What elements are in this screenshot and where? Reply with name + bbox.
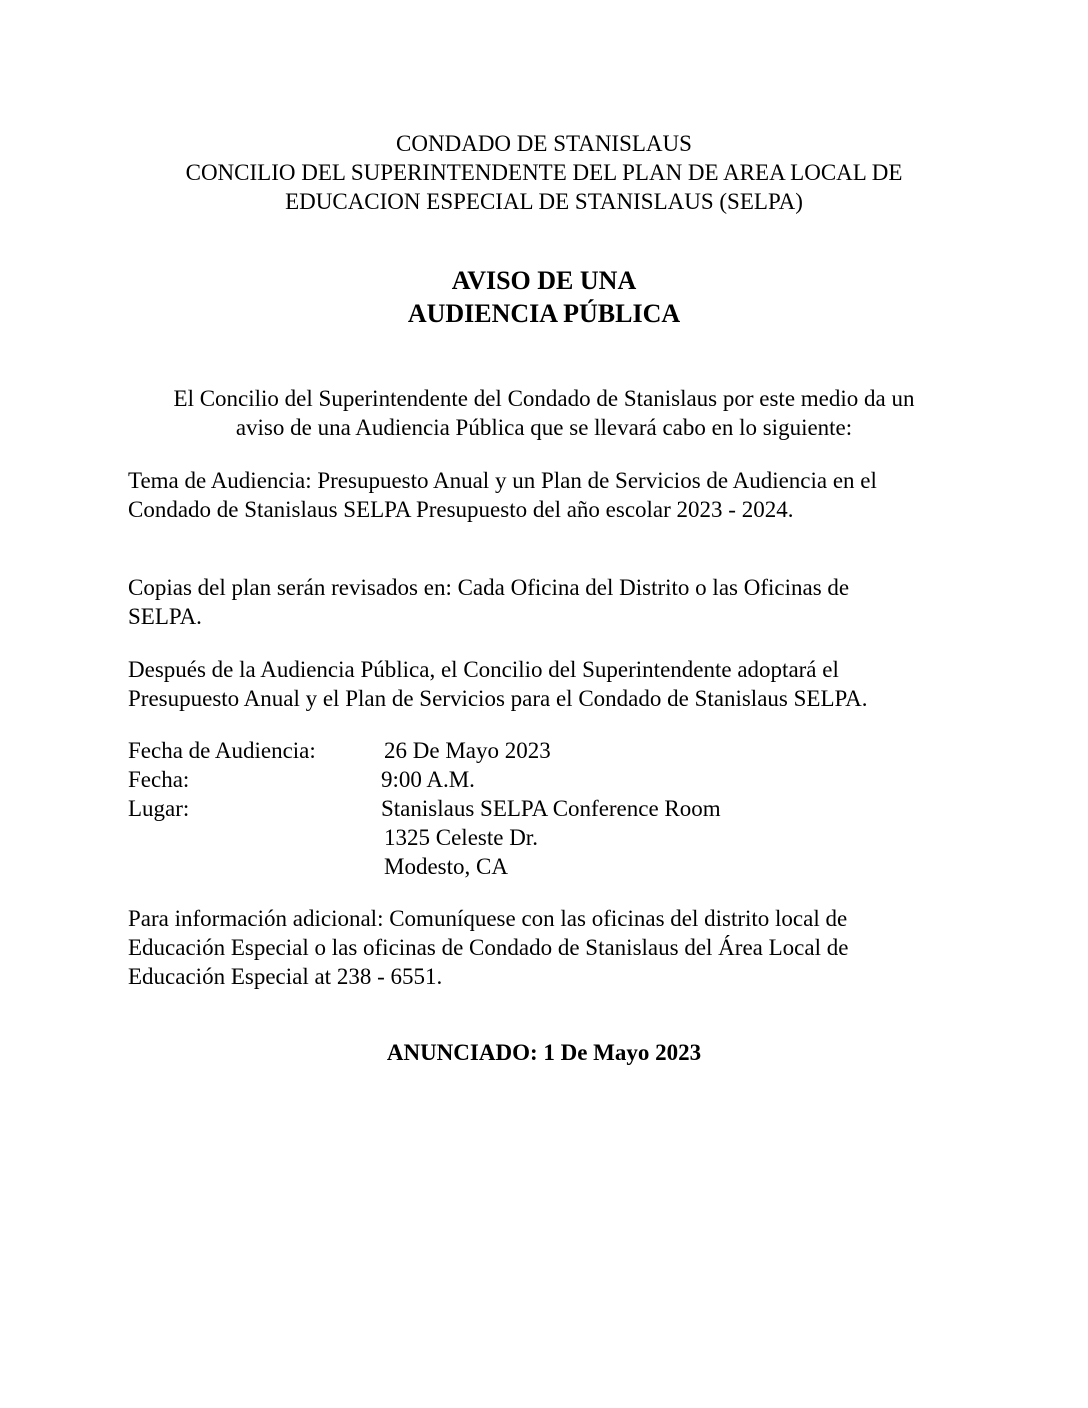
lugar-line1: Stanislaus SELPA Conference Room: [381, 796, 721, 821]
notice-title-line2: AUDIENCIA PÚBLICA: [407, 299, 681, 328]
copias-line1: Copias del plan serán revisados en: Cada Oficina del Distrito o las Oficinas de: [128, 575, 850, 600]
info-line2: Educación Especial o las oficinas de Condado de Stanislaus del Área Local de: [128, 935, 849, 960]
header-county: CONDADO DE STANISLAUS: [396, 131, 692, 156]
info-line3: Educación Especial at 238 - 6551.: [128, 964, 443, 989]
lugar-line2: 1325 Celeste Dr.: [384, 825, 538, 850]
fecha-audiencia-label: Fecha de Audiencia:: [128, 738, 316, 763]
despues-line1: Después de la Audiencia Pública, el Concilio del Superintendente adoptará el: [128, 657, 839, 682]
notice-title-line1: AVISO DE UNA: [451, 266, 637, 295]
fecha-label: Fecha:: [128, 767, 190, 792]
tema-line1: Tema de Audiencia: Presupuesto Anual y un Plan de Servicios de Audiencia en el: [128, 468, 877, 493]
lugar-line3: Modesto, CA: [384, 854, 508, 879]
announced-date: ANUNCIADO: 1 De Mayo 2023: [386, 1040, 702, 1065]
header-selpa: EDUCACION ESPECIAL DE STANISLAUS (SELPA): [285, 189, 803, 214]
intro-line2: aviso de una Audiencia Pública que se llevará cabo en lo siguiente:: [235, 415, 853, 440]
tema-line2: Condado de Stanislaus SELPA Presupuesto del año escolar 2023 - 2024.: [128, 497, 794, 522]
intro-line1: El Concilio del Superintendente del Condado de Stanislaus por este medio da un: [173, 386, 915, 411]
copias-line2: SELPA.: [128, 604, 202, 629]
fecha-value: 9:00 A.M.: [381, 767, 475, 792]
header-council: CONCILIO DEL SUPERINTENDENTE DEL PLAN DE AREA LOCAL DE: [185, 160, 903, 185]
lugar-label: Lugar:: [128, 796, 190, 821]
fecha-audiencia-value: 26 De Mayo 2023: [384, 738, 551, 763]
despues-line2: Presupuesto Anual y el Plan de Servicios para el Condado de Stanislaus SELPA.: [128, 686, 868, 711]
info-line1: Para información adicional: Comuníquese con las oficinas del distrito local de: [128, 906, 848, 931]
